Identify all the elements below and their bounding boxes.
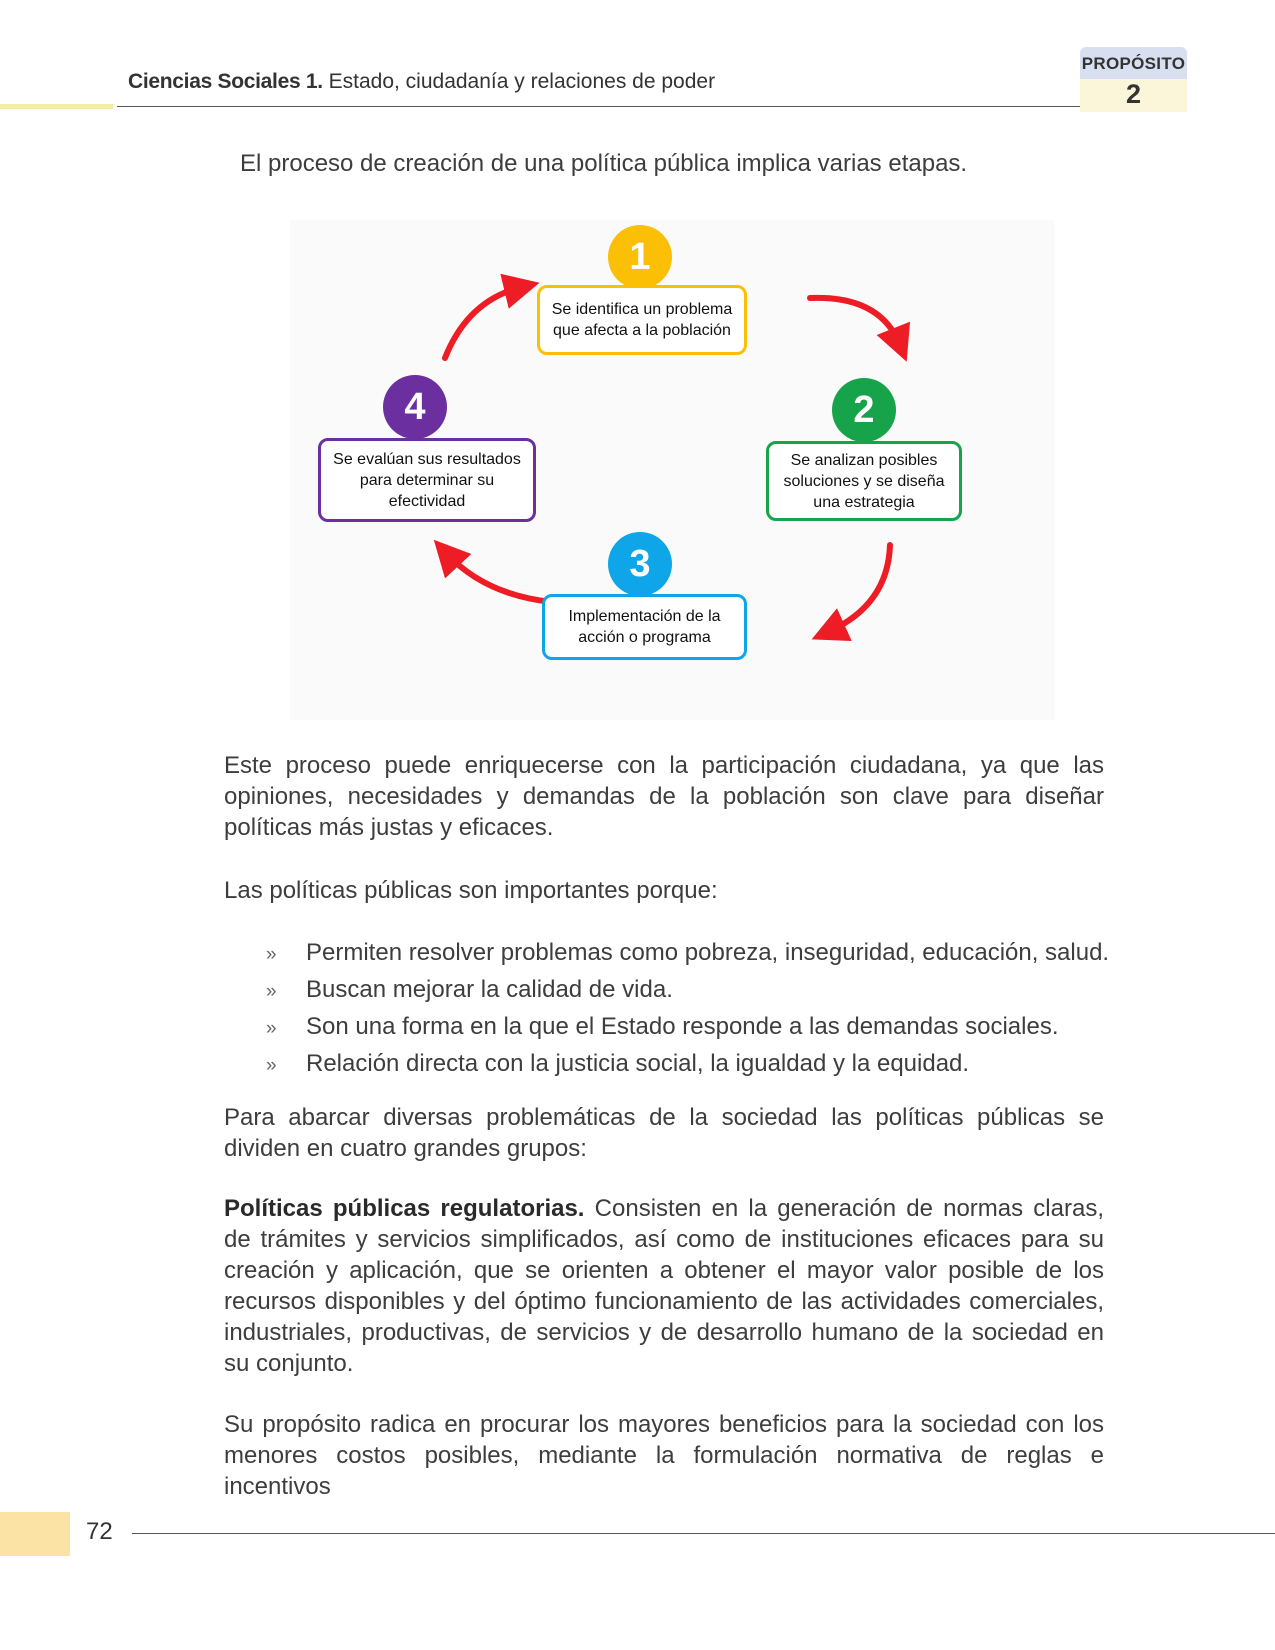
bullet-marker: » (266, 944, 277, 965)
arrow-2-to-3 (828, 545, 890, 632)
header-accent-bar (0, 104, 113, 109)
step-3-number: 3 (608, 532, 672, 596)
list-item-text: Relación directa con la justicia social, la igualdad y la equidad. (306, 1050, 970, 1077)
arrow-4-to-1 (445, 287, 522, 358)
book-title: Ciencias Sociales 1. (128, 70, 323, 93)
header-rule (117, 106, 1080, 107)
step-4-number: 4 (383, 375, 447, 439)
arrow-1-to-2 (810, 298, 900, 345)
list-item (266, 971, 1109, 1008)
regulatory-heading: Políticas públicas regulatorias. (224, 1195, 585, 1222)
step-3-box: Implementación de la acción o programa (542, 594, 747, 660)
list-item-text: Permiten resolver problemas como pobreza, inseguridad, educación, salud. (306, 939, 1110, 966)
page-number: 72 (86, 1518, 113, 1545)
paragraph-importance-lead: Las políticas públicas son importantes porque: (224, 877, 718, 904)
bullet-marker: » (266, 981, 277, 1002)
proposito-label: PROPÓSITO (1080, 47, 1187, 79)
list-item-text: Son una forma en la que el Estado responde a las demandas sociales. (306, 1013, 1059, 1040)
proposito-number: 2 (1080, 79, 1187, 112)
importance-list (266, 934, 1109, 1082)
footer-rule (132, 1533, 1275, 1534)
paragraph-purpose: Su propósito radica en procurar los mayores beneficios para la sociedad con los menores costos posibles, mediante la formulación normativa de reglas e incentivos (224, 1411, 1104, 1500)
paragraph-participation: Este proceso puede enriquecerse con la participación ciudadana, ya que las opiniones, necesidades y demandas de la población son clave para diseñar políticas más justas y eficaces. (224, 752, 1104, 841)
step-1-box: Se identifica un problema que afecta a la población (537, 285, 747, 355)
paragraph-groups: Para abarcar diversas problemáticas de la sociedad las políticas públicas se dividen en cuatro grandes grupos: (224, 1104, 1104, 1162)
footer-accent-block (0, 1512, 70, 1556)
paragraph-regulatory (224, 1193, 1104, 1379)
list-item (266, 934, 1109, 971)
book-subtitle: Estado, ciudadanía y relaciones de poder (322, 70, 716, 93)
list-item (266, 1008, 1109, 1045)
policy-cycle-diagram (290, 220, 1055, 720)
step-4-box: Se evalúan sus resultados para determinar su efectividad (318, 438, 536, 522)
step-2-number: 2 (832, 378, 896, 442)
proposito-tab (1080, 47, 1187, 112)
running-header (128, 70, 715, 94)
regulatory-text: Consisten en la generación de normas claras, de trámites y servicios simplificados, así como de instituciones eficaces para su creación y aplicación, que se orienten a obtener el mayor valor posible de los recursos disponibles y del óptimo funcionamiento de las actividades comerciales, industriales, productivas, de servicios y de desarrollo humano de la sociedad en su conjunto. (224, 1195, 1104, 1377)
list-item (266, 1045, 1109, 1082)
arrow-3-to-4 (446, 553, 552, 602)
bullet-marker: » (266, 1018, 277, 1039)
list-item-text: Buscan mejorar la calidad de vida. (306, 976, 673, 1003)
bullet-marker: » (266, 1055, 277, 1076)
intro-sentence: El proceso de creación de una política pública implica varias etapas. (240, 150, 968, 177)
step-2-box: Se analizan posibles soluciones y se diseña una estrategia (766, 441, 962, 521)
step-1-number: 1 (608, 225, 672, 289)
